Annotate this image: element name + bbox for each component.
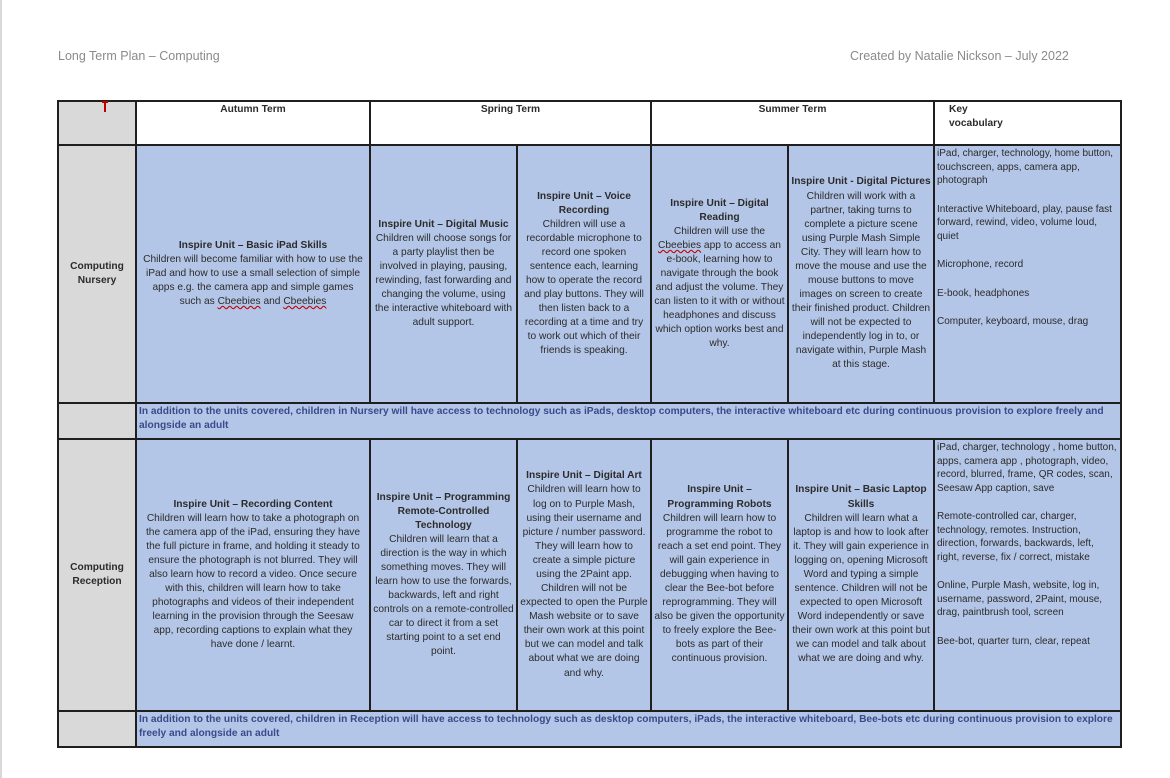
document-title: Long Term Plan – Computing [58,49,220,63]
reception-autumn-body: Children will learn how to take a photograph on the camera app of the iPad, ensuring they have the full picture in frame, and holding it steady to ensure the photograph is not blurred. They will also learn how to record a video. Once secure with this, children will learn how to take photographs and videos of their independent learning in the provision through the Seesaw app, recording captions to explain what they have done / learnt. [145,512,361,651]
nursery-row [58,145,1121,403]
nursery-note-spacer [58,403,136,439]
nursery-note-row [58,403,1121,439]
reception-spring1-title: Inspire Unit – Programming Remote-Controlled Technology [376,491,511,531]
reception-label-line2: Reception [72,576,122,587]
reception-vocab-item: Remote-controlled car, charger, technology, remotes. Instruction, direction, forwards, backwards, left, right, reverse, fix / correct, mistake [937,511,1094,563]
reception-vocab-item: iPad, charger, technology , home button, apps, camera app , photograph, video, record, blurred, frame, QR codes, scan, Seesaw App caption, save [937,442,1117,494]
page-edge [0,0,2,778]
nursery-vocab-item: iPad, charger, technology, home button, touchscreen, apps, camera app, photograph [937,148,1114,186]
nursery-summer2-title: Inspire Unit - Digital Pictures [791,176,931,188]
reception-vocab-cell [934,439,1121,711]
header-row [58,101,1121,145]
nursery-autumn-title: Inspire Unit – Basic iPad Skills [178,239,328,251]
reception-spring2-cell [517,439,651,711]
nursery-summer1-app: Cbeebies [658,239,702,251]
nursery-summer1-body-a: Children will use the [673,225,766,237]
reception-label-line1: Computing [70,561,124,573]
reception-summer1-body: Children will learn how to programme the robot to reach a set end point. They will gain experience in debugging when having to clear the Bee-bot before reprogramming. They will also be given the opportunity to freely explore the Bee-bots as part of their continuous provision. [654,512,785,665]
key-vocabulary-line2: vocabulary [949,118,1003,130]
reception-vocab-item: Bee-bot, quarter turn, clear, repeat [937,635,1090,647]
reception-vocab-item: Online, Purple Mash, website, log in, username, password, 2Paint, mouse, drag, paintbrush tool, screen [937,580,1103,618]
nursery-autumn-body: Children will become familiar with how to use the iPad and how to use a small selection of simple apps e.g. the camera app and simple games such as [143,253,363,308]
reception-autumn-title: Inspire Unit – Recording Content [173,498,333,510]
nursery-note: In addition to the units covered, children in Nursery will have access to technology such as iPads, desktop computers, the interactive whiteboard etc during continuous provision to explore freely and alongside an adult [136,403,1121,439]
document-author: Created by Natalie Nickson – July 2022 [850,49,1069,63]
nursery-summer2-cell [788,145,934,403]
nursery-label-line1: Computing [70,260,124,272]
reception-spring2-title: Inspire Unit – Digital Art [526,470,642,482]
key-vocabulary-header [934,101,1121,145]
reception-spring1-cell [370,439,517,711]
nursery-autumn-cell [136,145,370,403]
autumn-term-header: Autumn Term [136,101,370,145]
reception-autumn-cell [136,439,370,711]
nursery-spring1-cell [370,145,517,403]
reception-summer2-body: Children will learn what a laptop is and how to look after it. They will gain experience in logging on, opening Microsoft Word and typing a simple sentence. Children will not be expected to open Microsoft Word independently or save their own work at this point but we can model and talk about what we are doing and why. [792,512,930,665]
nursery-spring1-body: Children will choose songs for a party playlist then be involved in playing, pausing, rewinding, fast forwarding and changing the volume, using the interactive whiteboard with adult support. [374,232,513,329]
nursery-label-line2: Nursery [77,275,117,286]
nursery-summer1-cell [651,145,788,403]
nursery-spring2-title: Inspire Unit – Voice Recording [537,190,631,216]
nursery-vocab-item: Interactive Whiteboard, play, pause fast forward, rewind, video, volume loud, quiet [937,203,1112,242]
reception-note-spacer [58,711,136,747]
nursery-vocab-cell [934,145,1121,403]
nursery-vocab-item: Computer, keyboard, mouse, drag [937,316,1089,327]
reception-summer2-cell [788,439,934,711]
summer-term-header: Summer Term [651,101,934,145]
nursery-autumn-app1: Cbeebies [217,296,261,308]
reception-summer1-cell [651,439,788,711]
reception-row [58,439,1121,711]
nursery-vocab-item: E-book, headphones [937,287,1030,299]
nursery-vocab-item: Microphone, record [937,259,1024,270]
nursery-summer2-body: Children will work with a partner, taking turns to complete a picture scene using Purple Mash Simple City. They will learn how to move the mouse and use the mouse buttons to move images on screen to create their finished product. Children will not be expected to independently log in to, or navigate within, Purple Mash at this stage. [791,190,931,371]
nursery-autumn-and: and [263,296,281,308]
reception-note-row [58,711,1121,747]
nursery-spring1-title: Inspire Unit – Digital Music [378,218,509,230]
nursery-autumn-app2: Cbeebies [283,296,327,308]
reception-note: In addition to the units covered, children in Reception will have access to technology such as desktop computers, iPads, the interactive whiteboard, Bee-bots etc during continuous provision to explore freely and alongside an adult [136,711,1121,747]
corner-cell [58,101,136,145]
nursery-summer1-body-b: app to access an e-book, learning how to navigate through the book and adjust the volume. They can listen to it with or without headphones and discuss which option works best and why. [654,239,785,350]
reception-row-label [58,439,136,711]
key-vocabulary-line1: Key [949,104,968,115]
reception-spring2-body: Children will learn how to log on to Purple Mash, using their username and picture / number password. They will learn how to create a simple picture using the 2Paint app. Children will not be expected to open the Purple Mash website or to save their own work at this point but we can model and talk about what we are doing and why. [520,484,648,679]
reception-spring1-body: Children will learn that a direction is the way in which something moves. They will learn how to use the forwards, backwards, left and right controls on a remote-controlled car to direct it from a set starting point to a set end point. [373,533,514,658]
reception-summer2-title: Inspire Unit – Basic Laptop Skills [795,484,927,510]
nursery-spring2-cell [517,145,651,403]
reception-summer1-title: Inspire Unit – Programming Robots [667,484,772,510]
nursery-spring2-body: Children will use a recordable microphone to record one spoken sentence each, learning how to operate the record and play buttons. They will then listen back to a recording at a time and try to work out which of their friends is speaking. [524,218,644,357]
red-marker [104,101,106,112]
long-term-plan-table [57,100,1122,748]
nursery-summer1-title: Inspire Unit – Digital Reading [670,197,769,223]
nursery-row-label [58,145,136,403]
spring-term-header: Spring Term [370,101,651,145]
